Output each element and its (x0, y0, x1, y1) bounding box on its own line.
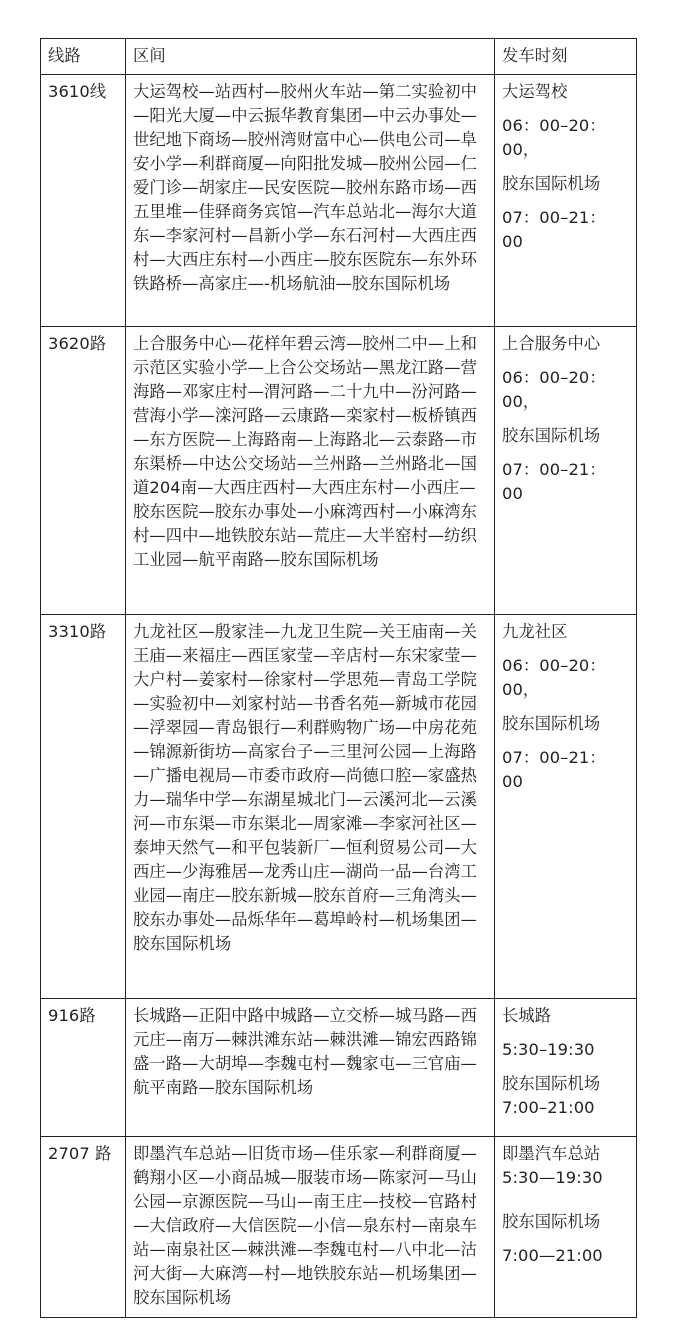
time-range-1b: 00， (502, 392, 540, 411)
start-station-2: 胶东国际机场 (502, 1212, 601, 1231)
table-row (41, 615, 637, 999)
route-stops: 即墨汽车总站—旧货市场—佳乐家—利群商厦—鹤翔小区—小商品城—服装市场—陈家河—马山公园—京源医院—马山—南王庄—技校—官路村—大信政府—大信医院—小信—泉东村—南泉车站—南泉社区—棘洪滩—李魏屯村—八中北—沽河大街—大麻湾—村—地铁胶东站—机场集团—胶东国际机场 (126, 1137, 495, 1318)
departure-schedule (495, 327, 637, 615)
table-row (41, 999, 637, 1137)
table-row (41, 75, 637, 327)
time-range-1b: 00， (502, 680, 540, 699)
header-section: 区间 (126, 39, 495, 75)
time-range-2b: 00 (502, 772, 523, 791)
route-name: 3620路 (41, 327, 126, 615)
bus-route-table (40, 38, 637, 1318)
start-station-1: 大运驾校 (502, 82, 568, 101)
route-name: 3310路 (41, 615, 126, 999)
departure-schedule (495, 999, 637, 1137)
time-range-2b: 00 (502, 232, 523, 251)
table-row (41, 327, 637, 615)
header-route: 线路 (41, 39, 126, 75)
route-name: 2707 路 (41, 1137, 126, 1318)
route-name: 3610线 (41, 75, 126, 327)
time-range-1: 5:30–19:30 (502, 1040, 595, 1059)
time-range-1a: 06：00–20： (502, 368, 606, 387)
time-range-2: 7:00—21:00 (502, 1246, 603, 1265)
time-range-2: 7:00–21:00 (502, 1098, 595, 1117)
start-station-2: 胶东国际机场 (502, 714, 601, 733)
time-range-1a: 06：00–20： (502, 656, 606, 675)
time-range-2b: 00 (502, 484, 523, 503)
departure-schedule (495, 75, 637, 327)
route-stops: 上合服务中心—花样年碧云湾—胶州二中—上和示范区实验小学—上合公交场站—黑龙江路—营海路—邓家庄村—渭河路—二十九中—汾河路—营海小学—滦河路—云康路—栾家村—板桥镇西—东方医院—上海路南—上海路北—云泰路—市东渠桥—中达公交场站—兰州路—兰州路北—国道204南—大西庄西村—大西庄东村—小西庄—胶东医院—胶东办事处—小麻湾西村—小麻湾东村—四中—地铁胶东站—荒庄—大半窑村—纺织工业园—航平南路—胶东国际机场 (126, 327, 495, 615)
time-range-1a: 06：00–20： (502, 116, 606, 135)
start-station-1: 九龙社区 (502, 622, 568, 641)
route-stops: 长城路—正阳中路中城路—立交桥—城马路—西元庄—南万—棘洪滩东站—棘洪滩—锦宏西路锦盛一路—大胡埠—李魏屯村—魏家屯—三官庙—航平南路—胶东国际机场 (126, 999, 495, 1137)
time-range-2a: 07：00–21： (502, 460, 606, 479)
start-station-1: 即墨汽车总站 (502, 1144, 601, 1163)
route-stops: 九龙社区—殷家洼—九龙卫生院—关王庙南—关王庙—来福庄—西匡家莹—辛店村—东宋家莹—大户村—姜家村—徐家村—学思苑—青岛工学院—实验初中—刘家村站—书香名苑—新城市花园—浮翠园—青岛银行—利群购物广场—中房花苑—锦源新街坊—高家台子—三里河公园—上海路—广播电视局—市委市政府—尚德口腔—家盛热力—瑞华中学—东湖星城北门—云溪河北—云溪河—市东渠—市东渠北—周家滩—李家河社区—泰坤天然气—和平包装新厂—恒利贸易公司—大西庄—少海雅居—龙秀山庄—湖尚一品—台湾工业园—南庄—胶东新城—胶东首府—三角湾头—胶东办事处—品烁华年—葛埠岭村—机场集团—胶东国际机场 (126, 615, 495, 999)
time-range-1b: 00， (502, 140, 540, 159)
time-range-2a: 07：00–21： (502, 208, 606, 227)
table-header-row (41, 39, 637, 75)
time-range-1: 5:30—19:30 (502, 1168, 603, 1187)
start-station-1: 长城路 (502, 1006, 552, 1025)
start-station-2: 胶东国际机场 (502, 1074, 601, 1093)
start-station-2: 胶东国际机场 (502, 174, 601, 193)
departure-schedule (495, 615, 637, 999)
route-name: 916路 (41, 999, 126, 1137)
start-station-2: 胶东国际机场 (502, 426, 601, 445)
table-row (41, 1137, 637, 1318)
header-departure: 发车时刻 (495, 39, 637, 75)
route-stops: 大运驾校—站西村—胶州火车站—第二实验初中—阳光大厦—中云振华教育集团—中云办事处—世纪地下商场—胶州湾财富中心—供电公司—阜安小学—利群商厦—向阳批发城—胶州公园—仁爱门诊—胡家庄—民安医院—胶州东路市场—西五里堆—佳驿商务宾馆—汽车总站北—海尔大道东—李家河村—昌新小学—东石河村—大西庄西村—大西庄东村—小西庄—胶东医院东—东外环铁路桥—高家庄—-机场航油—胶东国际机场 (126, 75, 495, 327)
departure-schedule (495, 1137, 637, 1318)
time-range-2a: 07：00–21： (502, 748, 606, 767)
start-station-1: 上合服务中心 (502, 334, 601, 353)
